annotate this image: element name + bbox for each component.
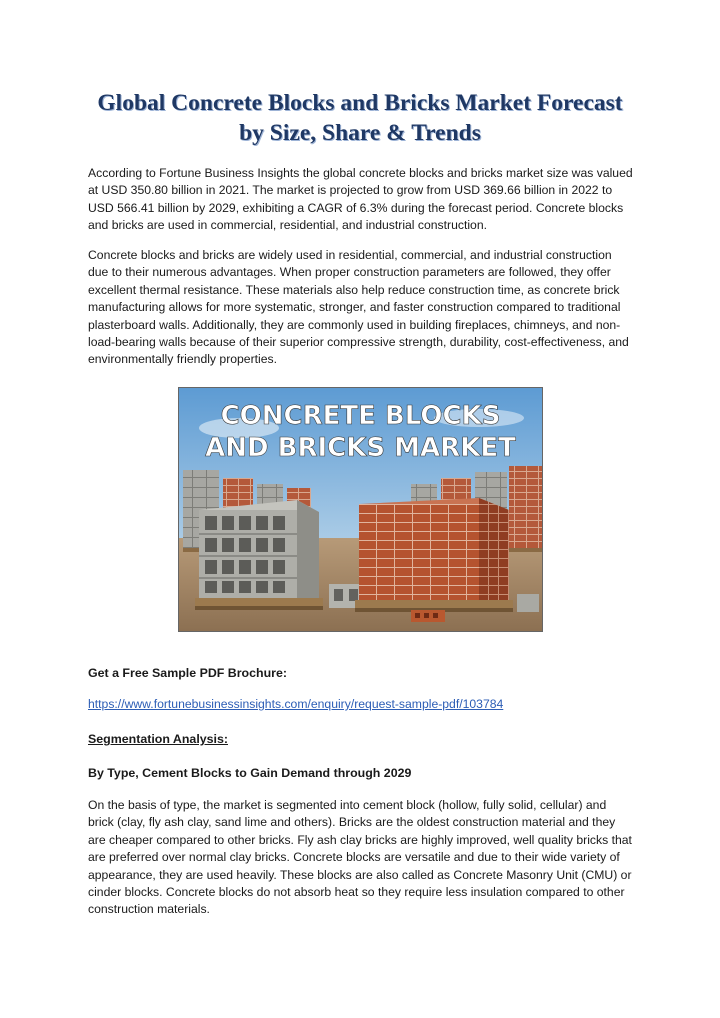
intro-line: at USD 350.80 billion in 2021. The market is projected to grow from USD 369.66 billion in 2022 to (88, 183, 613, 198)
intro-line: According to Fortune Business Insights the global concrete blocks and bricks market size was valued (88, 166, 633, 180)
uses-paragraph (88, 247, 648, 369)
uses-line: load-bearing walls because of their superior compressive strength, durability, cost-effectiveness, and (88, 335, 629, 350)
uses-line: environmentally friendly properties. (88, 352, 277, 367)
sample-pdf-link[interactable]: https://www.fortunebusinessinsights.com/enquiry/request-sample-pdf/103784 (88, 697, 504, 711)
title-line-2: by Size, Share & Trends (239, 120, 481, 146)
sample-brochure-label: Get a Free Sample PDF Brochure: (88, 666, 287, 680)
segmentation-line: brick (clay, fly ash clay, sand lime and others). Bricks are the oldest construction material and they (88, 815, 616, 830)
intro-paragraph (88, 165, 648, 235)
hero-image (178, 387, 543, 632)
uses-line: manufacturing allows for more systematic, stronger, and faster construction compared to traditional (88, 300, 621, 315)
segmentation-line: construction materials. (88, 902, 210, 917)
page-title (60, 88, 660, 148)
brick-stack (355, 498, 513, 612)
segmentation-heading: Segmentation Analysis: (88, 732, 228, 746)
segmentation-line: On the basis of type, the market is segmented into cement block (hollow, fully solid, cellular) and (88, 798, 607, 812)
segmentation-paragraph (88, 797, 648, 919)
segmentation-line: cinder blocks. Concrete blocks do not absorb heat so they require less insulation compared to other (88, 885, 625, 900)
segmentation-line: are cheaper compared to other bricks. Fly ash clay bricks are highly improved, well quality bricks that (88, 832, 632, 847)
segmentation-line: appearance, they are used heavily. These blocks are also called as Concrete Masonry Unit (CMU) or (88, 867, 632, 882)
concrete-block-stack (195, 500, 323, 610)
hero-heading-line-2: AND BRICKS MARKET (205, 433, 516, 463)
uses-line: due to their numerous advantages. When proper construction parameters are followed, they offer (88, 265, 611, 280)
intro-line: and bricks are used in commercial, residential, and industrial construction. (88, 218, 487, 233)
uses-line: Concrete blocks and bricks are widely used in residential, commercial, and industrial construction (88, 248, 612, 262)
segmentation-line: are preferred over normal clay bricks. Concrete blocks are versatile and due to their wide variety of (88, 850, 620, 865)
intro-line: USD 566.41 billion by 2029, exhibiting a CAGR of 6.3% during the forecast period. Concrete blocks (88, 200, 624, 215)
uses-line: plasterboard walls. Additionally, they are commonly used in building fireplaces, chimneys, and non- (88, 317, 621, 332)
hero-heading-line-1: CONCRETE BLOCKS (220, 401, 501, 431)
uses-line: excellent thermal resistance. These materials also help reduce construction time, as concrete brick (88, 282, 620, 297)
type-subheading: By Type, Cement Blocks to Gain Demand through 2029 (88, 766, 412, 780)
title-line-1: Global Concrete Blocks and Bricks Market Forecast (97, 90, 623, 116)
